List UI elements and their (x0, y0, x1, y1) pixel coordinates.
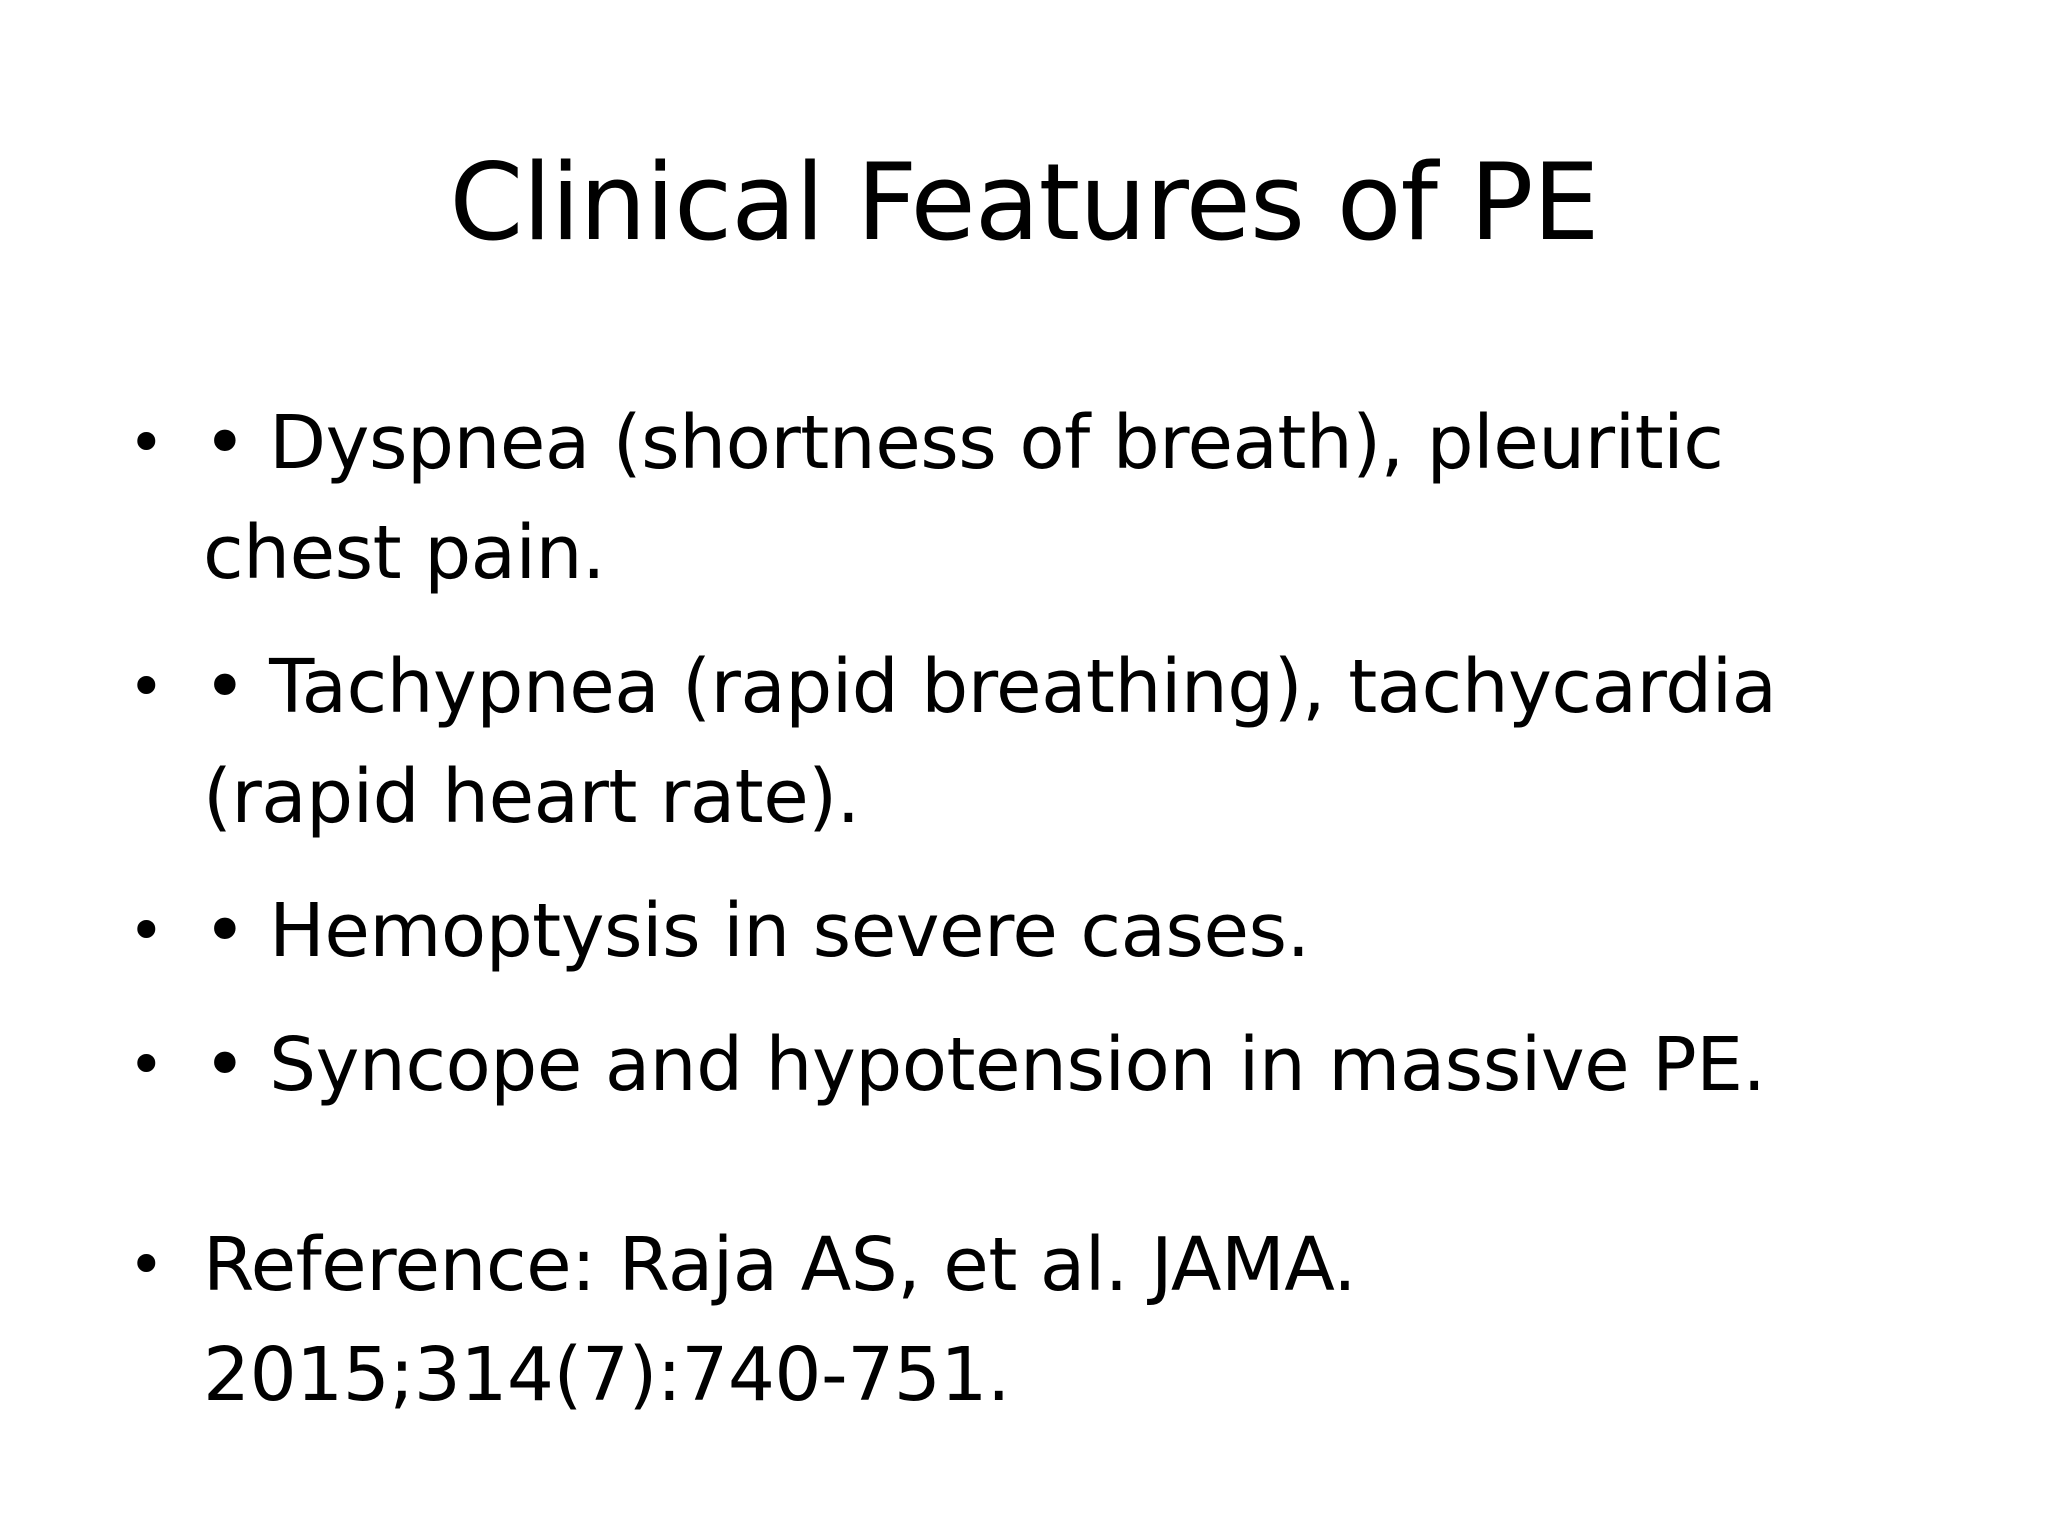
bullet-item-syncope (128, 1010, 1928, 1120)
slide-title: Clinical Features of PE (449, 141, 1599, 264)
bullet-list (128, 388, 1928, 1454)
bullet-item-hemoptysis (128, 876, 1928, 986)
bullet-text: • Tachypnea (rapid breathing), tachycardia (rapid heart rate). (203, 644, 1777, 840)
bullet-dot-icon: • (128, 1028, 165, 1101)
bullet-dot-icon: • (128, 406, 165, 479)
bullet-item-dyspnea (128, 388, 1928, 608)
bullet-dot-icon: • (128, 650, 165, 723)
bullet-dot-icon: • (128, 1228, 165, 1301)
bullet-text: • Syncope and hypotension in massive PE. (203, 1022, 1766, 1108)
bullet-text: • Dyspnea (shortness of breath), pleuritic chest pain. (203, 400, 1724, 596)
bullet-text: • Hemoptysis in severe cases. (203, 888, 1310, 974)
bullet-dot-icon: • (128, 894, 165, 967)
reference-text: Reference: Raja AS, et al. JAMA. 2015;314(7):740-751. (203, 1222, 1357, 1418)
bullet-item-tachypnea (128, 632, 1928, 852)
bullet-item-reference (128, 1210, 1928, 1430)
